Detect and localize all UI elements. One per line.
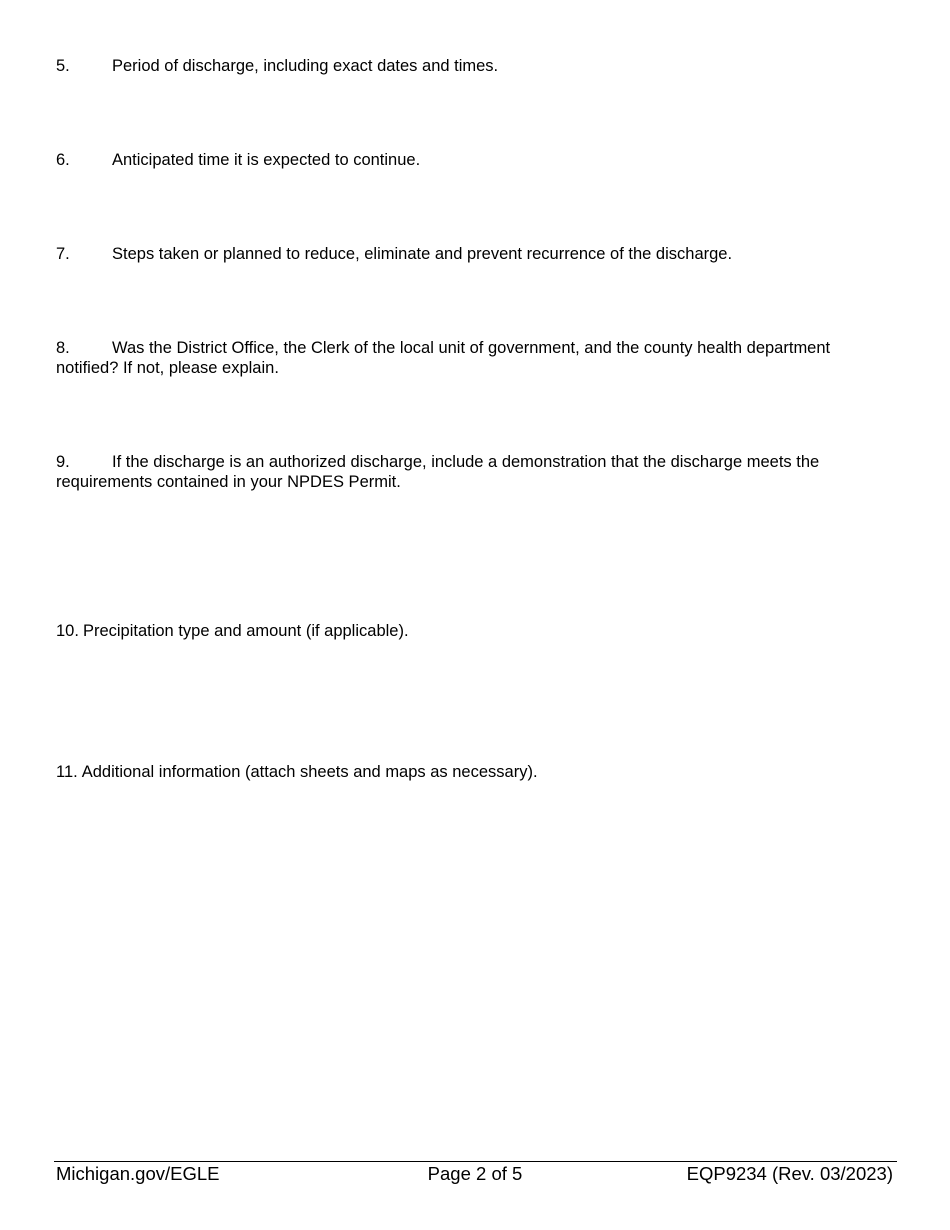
item-6 [56, 150, 866, 170]
item-5 [56, 56, 866, 76]
item-number: 6. [56, 151, 70, 169]
item-text: Steps taken or planned to reduce, eliminate and prevent recurrence of the discharge. [112, 245, 733, 263]
item-number: 7. [56, 245, 70, 263]
item-9 [56, 452, 866, 492]
item-text: Was the District Office, the Clerk of the local unit of government, and the county health department notified? If not, please explain. [56, 339, 831, 377]
item-text: If the discharge is an authorized discharge, include a demonstration that the discharge meets the requirements contained in your NPDES Permit. [56, 453, 820, 491]
item-text: Period of discharge, including exact dates and times. [112, 57, 499, 75]
item-11 [56, 762, 866, 782]
item-number: 10. [56, 622, 79, 640]
item-number: 11. [56, 763, 78, 781]
item-8 [56, 338, 866, 378]
item-text: Precipitation type and amount (if applicable). [82, 622, 409, 640]
item-number: 8. [56, 339, 70, 357]
item-text: Additional information (attach sheets and maps as necessary). [81, 763, 538, 781]
item-text: Anticipated time it is expected to continue. [112, 151, 421, 169]
item-7 [56, 244, 866, 264]
item-10 [56, 621, 866, 641]
item-number: 9. [56, 453, 70, 471]
footer-page-number: Page 2 of 5 [427, 1163, 523, 1184]
footer-form-id: EQP9234 (Rev. 03/2023) [686, 1163, 893, 1184]
footer-website: Michigan.gov/EGLE [56, 1163, 220, 1184]
item-number: 5. [56, 57, 70, 75]
